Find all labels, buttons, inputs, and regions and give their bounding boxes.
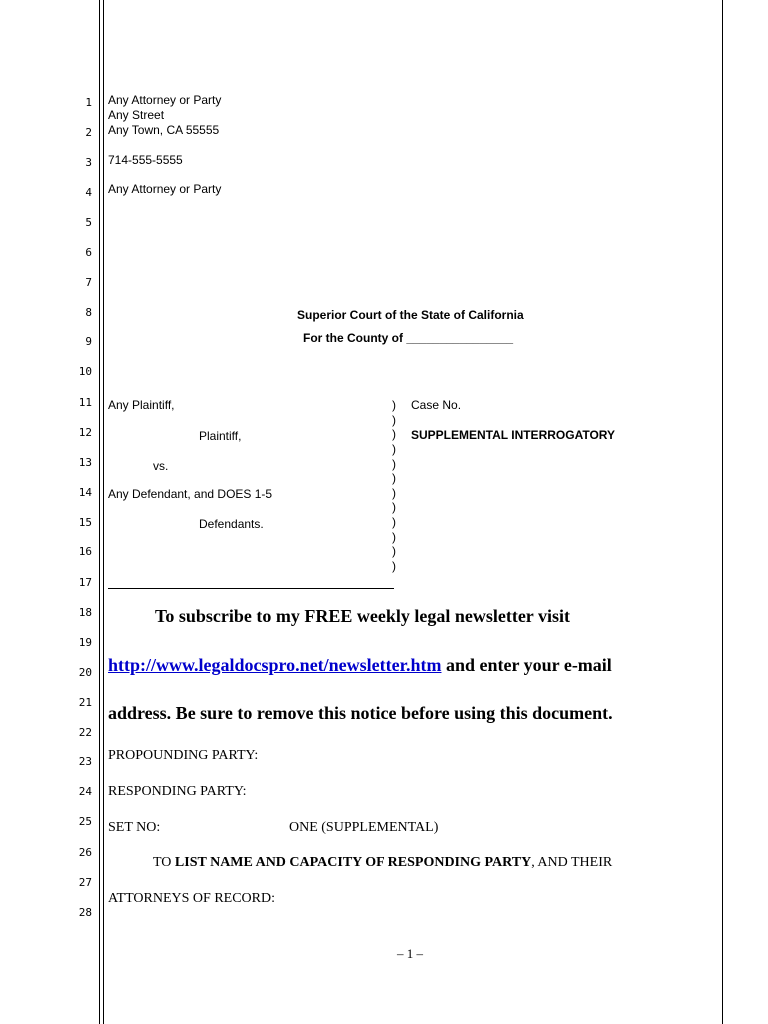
line-number: 5 xyxy=(85,216,92,229)
line-number: 7 xyxy=(85,276,92,289)
newsletter-link[interactable]: http://www.legaldocspro.net/newsletter.htm xyxy=(108,655,442,675)
line-number: 9 xyxy=(85,335,92,348)
caption-paren: ) xyxy=(392,559,396,573)
line-number: 22 xyxy=(78,726,92,739)
line-number: 20 xyxy=(78,666,92,679)
court-name: Superior Court of the State of California xyxy=(297,308,524,322)
attorney-name: Any Attorney or Party xyxy=(108,93,222,107)
notice-line-1: To subscribe to my FREE weekly legal newsletter visit xyxy=(155,606,570,626)
line-number: 2 xyxy=(85,126,92,139)
caption-paren: ) xyxy=(392,471,396,485)
caption-paren: ) xyxy=(392,500,396,514)
plaintiff-role: Plaintiff, xyxy=(199,429,242,443)
line-number: 16 xyxy=(78,545,92,558)
line-number: 23 xyxy=(78,755,92,768)
attorney-street: Any Street xyxy=(108,108,165,122)
notice-line-2-rest: and enter your e-mail xyxy=(441,655,612,675)
line-number: 18 xyxy=(78,606,92,619)
line-number: 8 xyxy=(85,306,92,319)
to-suffix: , AND THEIR xyxy=(531,855,613,870)
caption-paren: ) xyxy=(392,413,396,427)
to-responding-line xyxy=(153,855,612,871)
right-margin-rule xyxy=(722,0,723,1024)
left-margin-rule-inner xyxy=(103,0,104,1024)
caption-paren: ) xyxy=(392,544,396,558)
line-number: 11 xyxy=(78,396,92,409)
versus-label: vs. xyxy=(153,459,169,473)
line-number: 25 xyxy=(78,815,92,828)
notice-line-2 xyxy=(108,655,612,676)
line-number: 1 xyxy=(85,96,92,109)
line-number: 21 xyxy=(78,696,92,709)
attorney-city: Any Town, CA 55555 xyxy=(108,123,220,137)
set-number-label: SET NO: xyxy=(108,820,161,835)
to-responding-party: LIST NAME AND CAPACITY OF RESPONDING PARTY xyxy=(174,855,532,870)
attorneys-of-record-label: ATTORNEYS OF RECORD: xyxy=(108,891,275,906)
attorney-phone: 714-555-5555 xyxy=(108,153,183,167)
caption-paren: ) xyxy=(392,427,396,441)
caption-paren: ) xyxy=(392,457,396,471)
line-number: 4 xyxy=(85,186,92,199)
line-number: 17 xyxy=(78,576,92,589)
caption-divider-line xyxy=(108,588,394,589)
line-number: 28 xyxy=(78,906,92,919)
caption-paren: ) xyxy=(392,442,396,456)
court-county: For the County of ________________ xyxy=(303,331,514,345)
propounding-party-label: PROPOUNDING PARTY: xyxy=(108,748,259,763)
set-number-value: ONE (SUPPLEMENTAL) xyxy=(289,820,439,835)
line-number: 3 xyxy=(85,156,92,169)
caption-paren: ) xyxy=(392,530,396,544)
responding-party-label: RESPONDING PARTY: xyxy=(108,784,247,799)
attorney-for: Any Attorney or Party xyxy=(108,182,222,196)
caption-paren: ) xyxy=(392,515,396,529)
plaintiff-name: Any Plaintiff, xyxy=(108,398,175,412)
document-title: SUPPLEMENTAL INTERROGATORY xyxy=(411,428,616,442)
line-number: 15 xyxy=(78,516,92,529)
line-number: 27 xyxy=(78,876,92,889)
line-number: 19 xyxy=(78,636,92,649)
left-margin-rule-outer xyxy=(99,0,100,1024)
line-number: 13 xyxy=(78,456,92,469)
line-number: 14 xyxy=(78,486,92,499)
line-number: 10 xyxy=(78,365,92,378)
line-number: 26 xyxy=(78,846,92,859)
notice-line-3: address. Be sure to remove this notice before using this document. xyxy=(108,703,613,723)
line-number: 12 xyxy=(78,426,92,439)
defendant-role: Defendants. xyxy=(199,517,264,531)
line-number: 6 xyxy=(85,246,92,259)
to-prefix: TO xyxy=(153,855,175,870)
defendant-name: Any Defendant, and DOES 1-5 xyxy=(108,487,273,501)
caption-paren: ) xyxy=(392,486,396,500)
line-number: 24 xyxy=(78,785,92,798)
case-number-label: Case No. xyxy=(411,398,462,412)
page-number: – 1 – xyxy=(397,946,423,961)
caption-paren: ) xyxy=(392,398,396,412)
